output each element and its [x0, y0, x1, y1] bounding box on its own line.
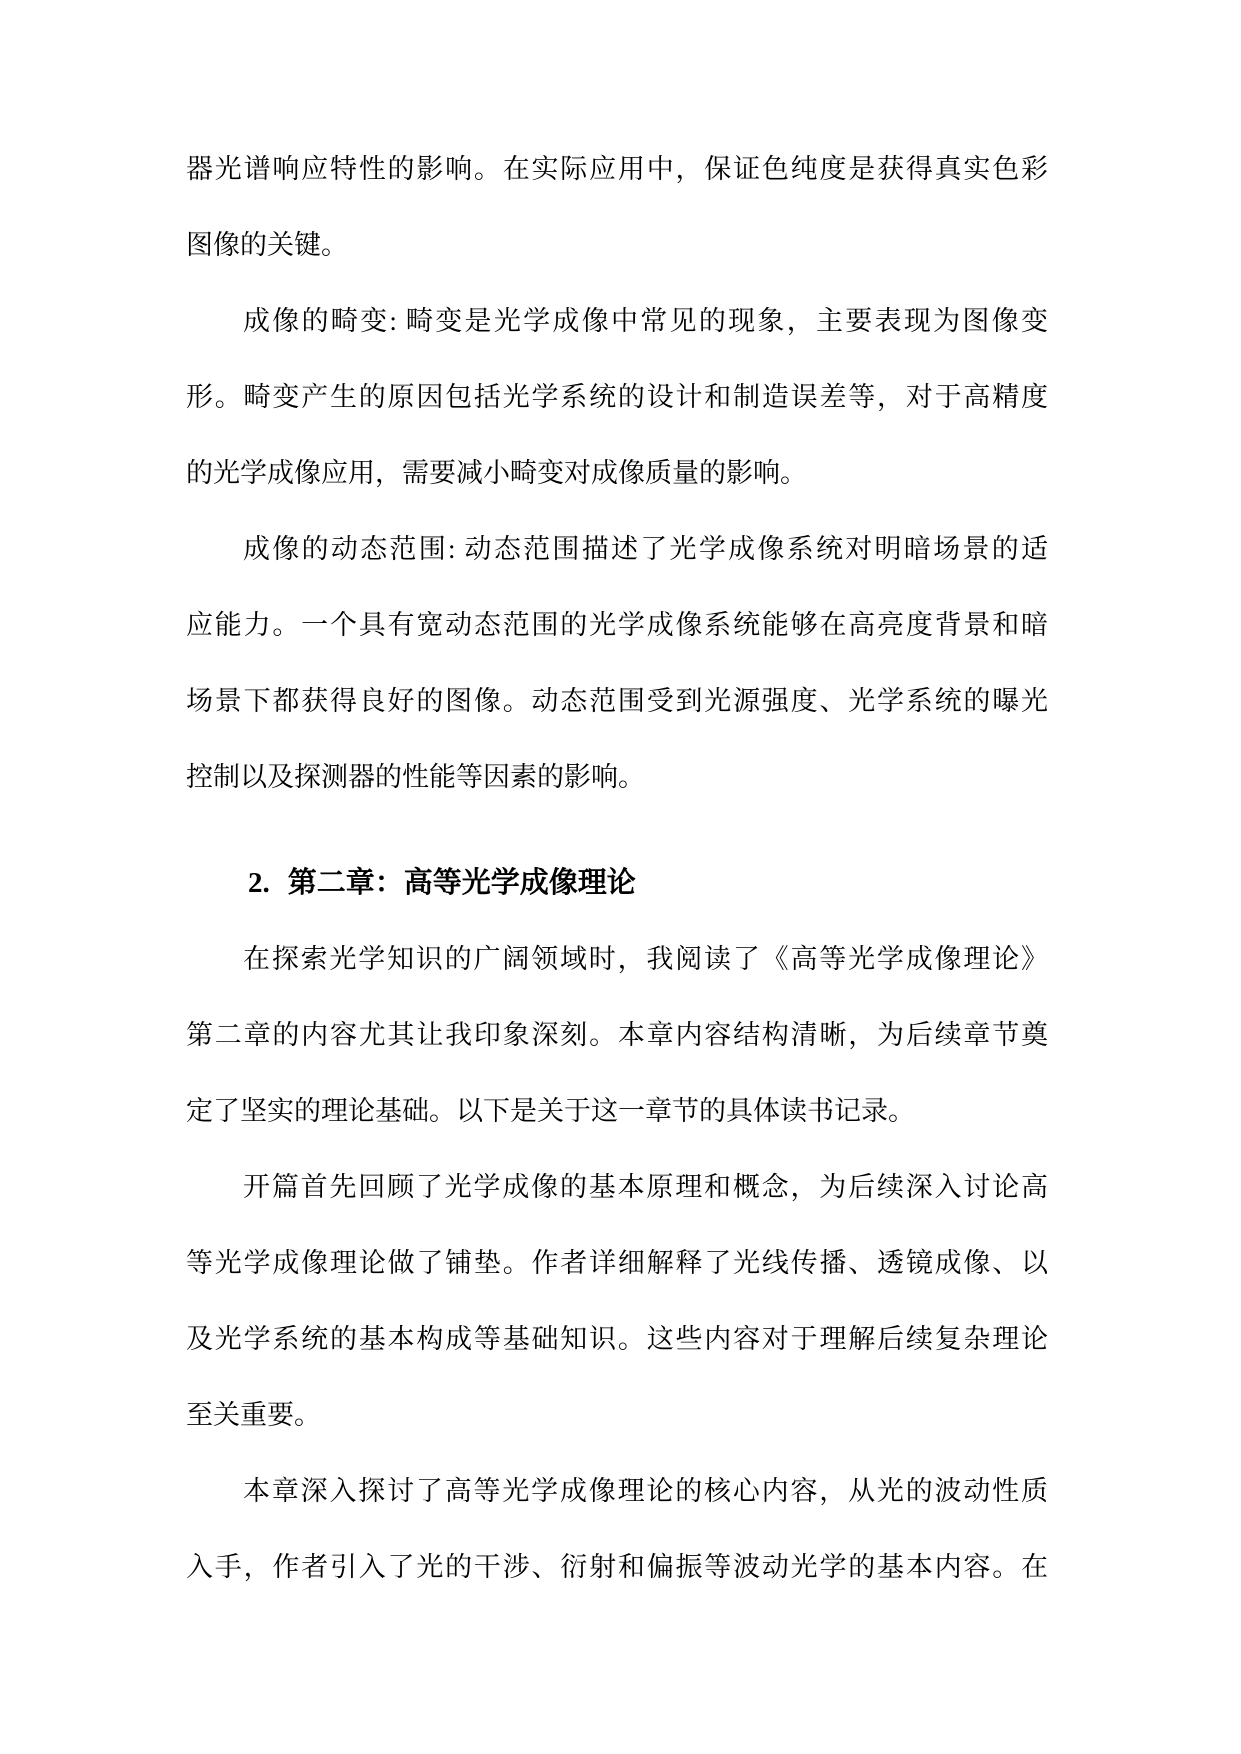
text-line: 及光学系统的基本构成等基础知识。这些内容对于理解后续复杂理论 [186, 1324, 1048, 1354]
heading-text: 第二章：高等光学成像理论 [287, 867, 636, 899]
text-line: 场景下都获得良好的图像。动态范围受到光源强度、光学系统的曝光 [186, 686, 1048, 716]
paragraph [186, 1453, 1048, 1605]
text-line: 至关重要。 [186, 1400, 321, 1430]
text-line: 器光谱响应特性的影响。在实际应用中，保证色纯度是获得真实色彩 [186, 154, 1048, 184]
text-line: 应能力。一个具有宽动态范围的光学成像系统能够在高亮度背景和暗 [186, 610, 1048, 640]
text-line: 第二章的内容尤其让我印象深刻。本章内容结构清晰，为后续章节奠 [186, 1020, 1048, 1050]
text-line: 图像的关键。 [186, 230, 348, 260]
document-content [186, 131, 1048, 1605]
text-line: 控制以及探测器的性能等因素的影响。 [186, 762, 645, 792]
paragraph [186, 283, 1048, 511]
text-line: 成像的畸变: 畸变是光学成像中常见的现象，主要表现为图像变 [243, 306, 1048, 336]
paragraph [186, 511, 1048, 815]
text-line: 在探索光学知识的广阔领域时，我阅读了《高等光学成像理论》 [243, 944, 1048, 974]
text-line: 成像的动态范围: 动态范围描述了光学成像系统对明暗场景的适 [243, 534, 1048, 564]
paragraph [186, 131, 1048, 283]
text-line: 本章深入探讨了高等光学成像理论的核心内容，从光的波动性质 [243, 1476, 1048, 1506]
text-line: 定了坚实的理论基础。以下是关于这一章节的具体读书记录。 [186, 1096, 915, 1126]
text-line: 开篇首先回顾了光学成像的基本原理和概念，为后续深入讨论高 [243, 1172, 1048, 1202]
text-line: 形。畸变产生的原因包括光学系统的设计和制造误差等，对于高精度 [186, 382, 1048, 412]
text-line: 的光学成像应用，需要减小畸变对成像质量的影响。 [186, 458, 807, 488]
text-line: 等光学成像理论做了铺垫。作者详细解释了光线传播、透镜成像、以 [186, 1248, 1048, 1278]
paragraph [186, 1149, 1048, 1453]
heading-number: 2. [248, 867, 270, 899]
paragraph [186, 921, 1048, 1149]
text-line: 入手，作者引入了光的干涉、衍射和偏振等波动光学的基本内容。在 [186, 1552, 1048, 1582]
section-heading [186, 845, 1048, 921]
